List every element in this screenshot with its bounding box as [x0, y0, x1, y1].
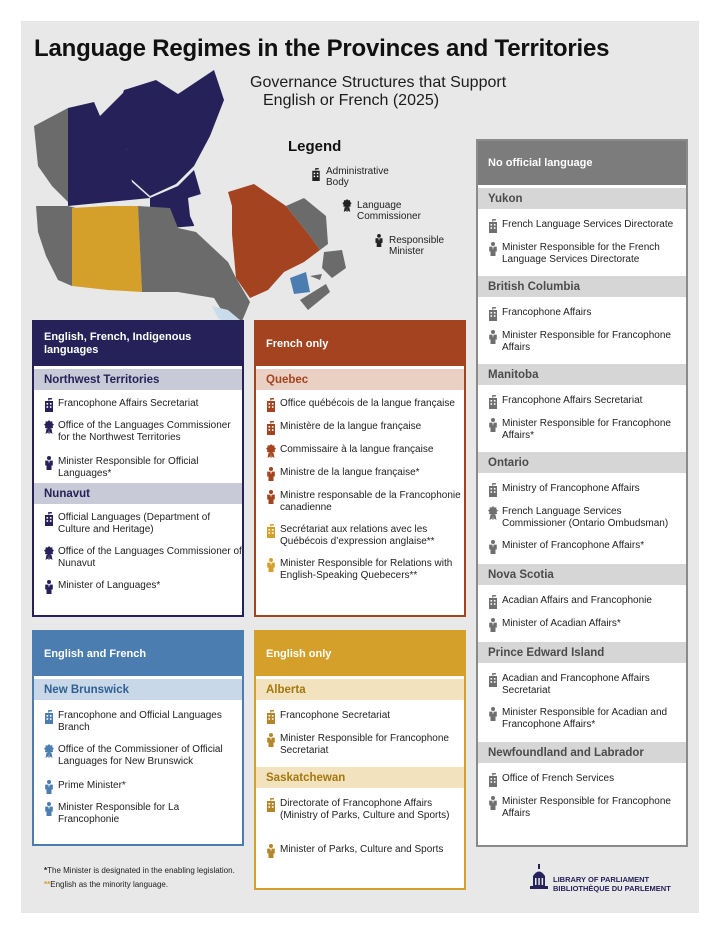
administrative-body-icon — [44, 398, 54, 412]
responsible-minister-icon — [374, 234, 384, 247]
map-saskatchewan — [108, 206, 142, 292]
administrative-body-icon — [488, 395, 498, 409]
responsible-minister-icon — [488, 242, 498, 256]
list-item — [256, 844, 464, 870]
logo-line-2: BIBLIOTHÈQUE DU PARLEMENT — [553, 884, 671, 893]
legend-comm-line-2: Commissioner — [357, 211, 421, 222]
list-item — [478, 673, 686, 707]
administrative-body-icon — [488, 673, 498, 687]
subheader-british-columbia: British Columbia — [478, 276, 686, 297]
footnote-2 — [44, 880, 168, 889]
list-item — [256, 558, 464, 586]
responsible-minister-icon — [266, 467, 276, 481]
list-item — [478, 219, 686, 242]
list-item — [478, 540, 686, 564]
subheader-quebec: Quebec — [256, 369, 464, 390]
item-text: French Language Services Directorate — [502, 219, 674, 230]
list-item — [34, 420, 242, 456]
administrative-body-icon — [488, 595, 498, 609]
list-item — [478, 796, 686, 826]
subheader-nova-scotia: Nova Scotia — [478, 564, 686, 585]
item-text: Office of the Commissioner of Official Languages for New Brunswick — [58, 744, 223, 767]
subheader-prince-edward-island: Prince Edward Island — [478, 642, 686, 663]
map-bc — [36, 206, 76, 286]
subheader-nwt: Northwest Territories — [34, 369, 242, 390]
legend-min-line-2: Minister — [389, 246, 425, 257]
item-text: Minister Responsible for Francophone Affairs — [502, 330, 671, 353]
list-item — [256, 798, 464, 844]
list-item — [34, 398, 242, 420]
list-item — [478, 418, 686, 452]
legend-admin-line-2: Body — [326, 177, 349, 188]
responsible-minister-icon — [488, 618, 498, 632]
item-text: Office of the Languages Commissioner of Nunavut — [58, 546, 242, 569]
panel-english-only — [254, 630, 466, 890]
item-text: Minister of Languages* — [58, 580, 161, 591]
map-pei — [310, 274, 322, 280]
subheader-alberta: Alberta — [256, 679, 464, 700]
responsible-minister-icon — [488, 540, 498, 554]
list-item — [34, 546, 242, 580]
list-item — [478, 707, 686, 742]
item-text: Minister Responsible for Official Languages* — [58, 456, 199, 479]
item-text: Minister Responsible for Francophone Secretariat — [280, 733, 449, 756]
panel-header: English and French — [34, 632, 242, 676]
panel-english-and-french — [32, 630, 244, 846]
responsible-minister-icon — [488, 796, 498, 810]
footnote-1 — [44, 866, 235, 875]
administrative-body-icon — [266, 798, 276, 812]
map-yukon — [34, 108, 72, 206]
legend-min-line-1: Responsible — [389, 235, 445, 246]
item-text: Commissaire à la langue française — [280, 444, 434, 455]
administrative-body-icon — [488, 773, 498, 787]
panel-french-only — [254, 320, 466, 617]
language-commissioner-icon — [488, 506, 498, 520]
list-item — [478, 307, 686, 330]
map-alberta — [72, 206, 108, 290]
list-item — [256, 710, 464, 733]
subheader-new-brunswick: New Brunswick — [34, 679, 242, 700]
administrative-body-icon — [266, 421, 276, 435]
responsible-minister-icon — [44, 456, 54, 470]
administrative-body-icon — [266, 398, 276, 412]
panel-header: English, French, Indigenous languages — [34, 322, 242, 366]
subheader-ontario: Ontario — [478, 452, 686, 473]
footnote-2-mark: ** — [44, 880, 51, 889]
map-manitoba — [138, 206, 178, 292]
list-item — [34, 580, 242, 596]
legend-minister-label — [389, 235, 444, 257]
item-text: Minister of Francophone Affairs* — [502, 540, 645, 551]
item-text: Office québécois de la langue française — [280, 398, 455, 409]
item-text: Francophone Affairs Secretariat — [58, 398, 199, 409]
legend-admin-label — [326, 166, 389, 188]
list-item — [478, 506, 686, 540]
legend-admin-line-1: Administrative — [326, 166, 389, 177]
subheader-manitoba: Manitoba — [478, 364, 686, 385]
responsible-minister-icon — [488, 707, 498, 721]
logo-line-1: LIBRARY OF PARLIAMENT — [553, 875, 650, 884]
administrative-body-icon — [266, 710, 276, 724]
item-text: Acadian and Francophone Affairs Secretariat — [502, 673, 650, 696]
map-newfoundland — [322, 250, 346, 278]
administrative-body-icon — [44, 710, 54, 724]
language-commissioner-icon — [266, 444, 276, 458]
footnote-1-mark: * — [44, 866, 48, 875]
footnote-1-text: The Minister is designated in the enabling legislation. — [47, 866, 235, 875]
item-text: Directorate of Francophone Affairs (Ministry of Parks, Culture and Sports) — [280, 798, 450, 821]
responsible-minister-icon — [488, 330, 498, 344]
list-item — [478, 483, 686, 506]
legend-commissioner-label — [357, 200, 421, 222]
item-text: Francophone Affairs Secretariat — [502, 395, 643, 406]
list-item — [478, 618, 686, 642]
administrative-body-icon — [488, 483, 498, 497]
map-nunavut-islands — [116, 70, 224, 196]
subtitle-line-1: Governance Structures that Support — [250, 74, 507, 91]
item-text: Acadian Affairs and Francophonie — [502, 595, 652, 606]
administrative-body-icon — [488, 307, 498, 321]
item-text: Minister Responsible for Relations with English-Speaking Quebecers** — [280, 558, 453, 581]
list-item — [256, 398, 464, 421]
list-item — [256, 444, 464, 467]
item-text: Office of French Services — [502, 773, 615, 784]
responsible-minister-icon — [266, 558, 276, 572]
list-item — [34, 456, 242, 483]
legend-title: Legend — [288, 138, 342, 155]
subtitle-line-2: English or French (2025) — [263, 92, 440, 109]
list-item — [34, 744, 242, 780]
responsible-minister-icon — [266, 490, 276, 504]
list-item — [478, 330, 686, 364]
item-text: French Language Services Commissioner (Ontario Ombudsman) — [502, 506, 669, 529]
panel-header: No official language — [478, 141, 686, 185]
item-text: Minister Responsible for Francophone Affairs — [502, 796, 671, 819]
subheader-yukon: Yukon — [478, 188, 686, 209]
responsible-minister-icon — [44, 580, 54, 594]
responsible-minister-icon — [266, 844, 276, 858]
item-text: Office of the Languages Commissioner for the Northwest Territories — [58, 420, 231, 443]
administrative-body-icon — [311, 168, 321, 181]
item-text: Minister Responsible for Francophone Affairs* — [502, 418, 671, 441]
footnote-2-text: English as the minority language. — [50, 880, 169, 889]
responsible-minister-icon — [266, 733, 276, 747]
list-item — [34, 710, 242, 744]
library-of-parliament-logo-icon — [528, 864, 550, 890]
list-item — [256, 421, 464, 444]
panel-english-french-indigenous — [32, 320, 244, 617]
item-text: Prime Minister* — [58, 780, 126, 791]
language-commissioner-icon — [44, 546, 54, 560]
responsible-minister-icon — [44, 802, 54, 816]
list-item — [34, 512, 242, 546]
list-item — [478, 395, 686, 418]
language-commissioner-icon — [44, 420, 54, 434]
item-text: Minister of Acadian Affairs* — [502, 618, 621, 629]
item-text: Francophone and Official Languages Branch — [58, 710, 222, 733]
item-text: Secrétariat aux relations avec les Québécois d’expression anglaise** — [280, 524, 435, 547]
item-text: Minister Responsible for La Francophonie — [58, 802, 180, 825]
item-text: Minister Responsible for Acadian and Francophone Affairs* — [502, 707, 668, 730]
item-text: Ministry of Francophone Affairs — [502, 483, 640, 494]
item-text: Ministre de la langue française* — [280, 467, 420, 478]
list-item — [34, 802, 242, 826]
canada-map — [28, 66, 346, 328]
logo-text — [553, 875, 671, 893]
item-text: Ministère de la langue française — [280, 421, 422, 432]
language-commissioner-icon — [342, 199, 352, 212]
administrative-body-icon — [44, 512, 54, 526]
item-text: Francophone Secretariat — [280, 710, 391, 721]
panel-header: English only — [256, 632, 464, 676]
panel-header: French only — [256, 322, 464, 366]
item-text: Francophone Affairs — [502, 307, 592, 318]
list-item — [478, 595, 686, 618]
list-item — [256, 467, 464, 490]
language-commissioner-icon — [44, 744, 54, 758]
subheader-newfoundland-and-labrador: Newfoundland and Labrador — [478, 742, 686, 763]
item-text: Ministre responsable de la Francophonie canadienne — [280, 490, 461, 513]
page-title: Language Regimes in the Provinces and Territories — [34, 35, 610, 62]
item-text: Minister of Parks, Culture and Sports — [280, 844, 444, 855]
responsible-minister-icon — [44, 780, 54, 794]
legend-comm-line-1: Language — [357, 200, 402, 211]
administrative-body-icon — [266, 524, 276, 538]
list-item — [478, 773, 686, 796]
responsible-minister-icon — [488, 418, 498, 432]
item-text: Official Languages (Department of Culture and Heritage) — [58, 512, 211, 535]
list-item — [34, 780, 242, 802]
list-item — [478, 242, 686, 276]
map-new-brunswick — [290, 272, 310, 294]
subheader-saskatchewan: Saskatchewan — [256, 767, 464, 788]
subheader-nunavut: Nunavut — [34, 483, 242, 504]
panel-no-official-language — [476, 139, 688, 847]
list-item — [256, 733, 464, 767]
administrative-body-icon — [488, 219, 498, 233]
item-text: Minister Responsible for the French Language Services Directorate — [502, 242, 660, 265]
list-item — [256, 524, 464, 558]
list-item — [256, 490, 464, 524]
